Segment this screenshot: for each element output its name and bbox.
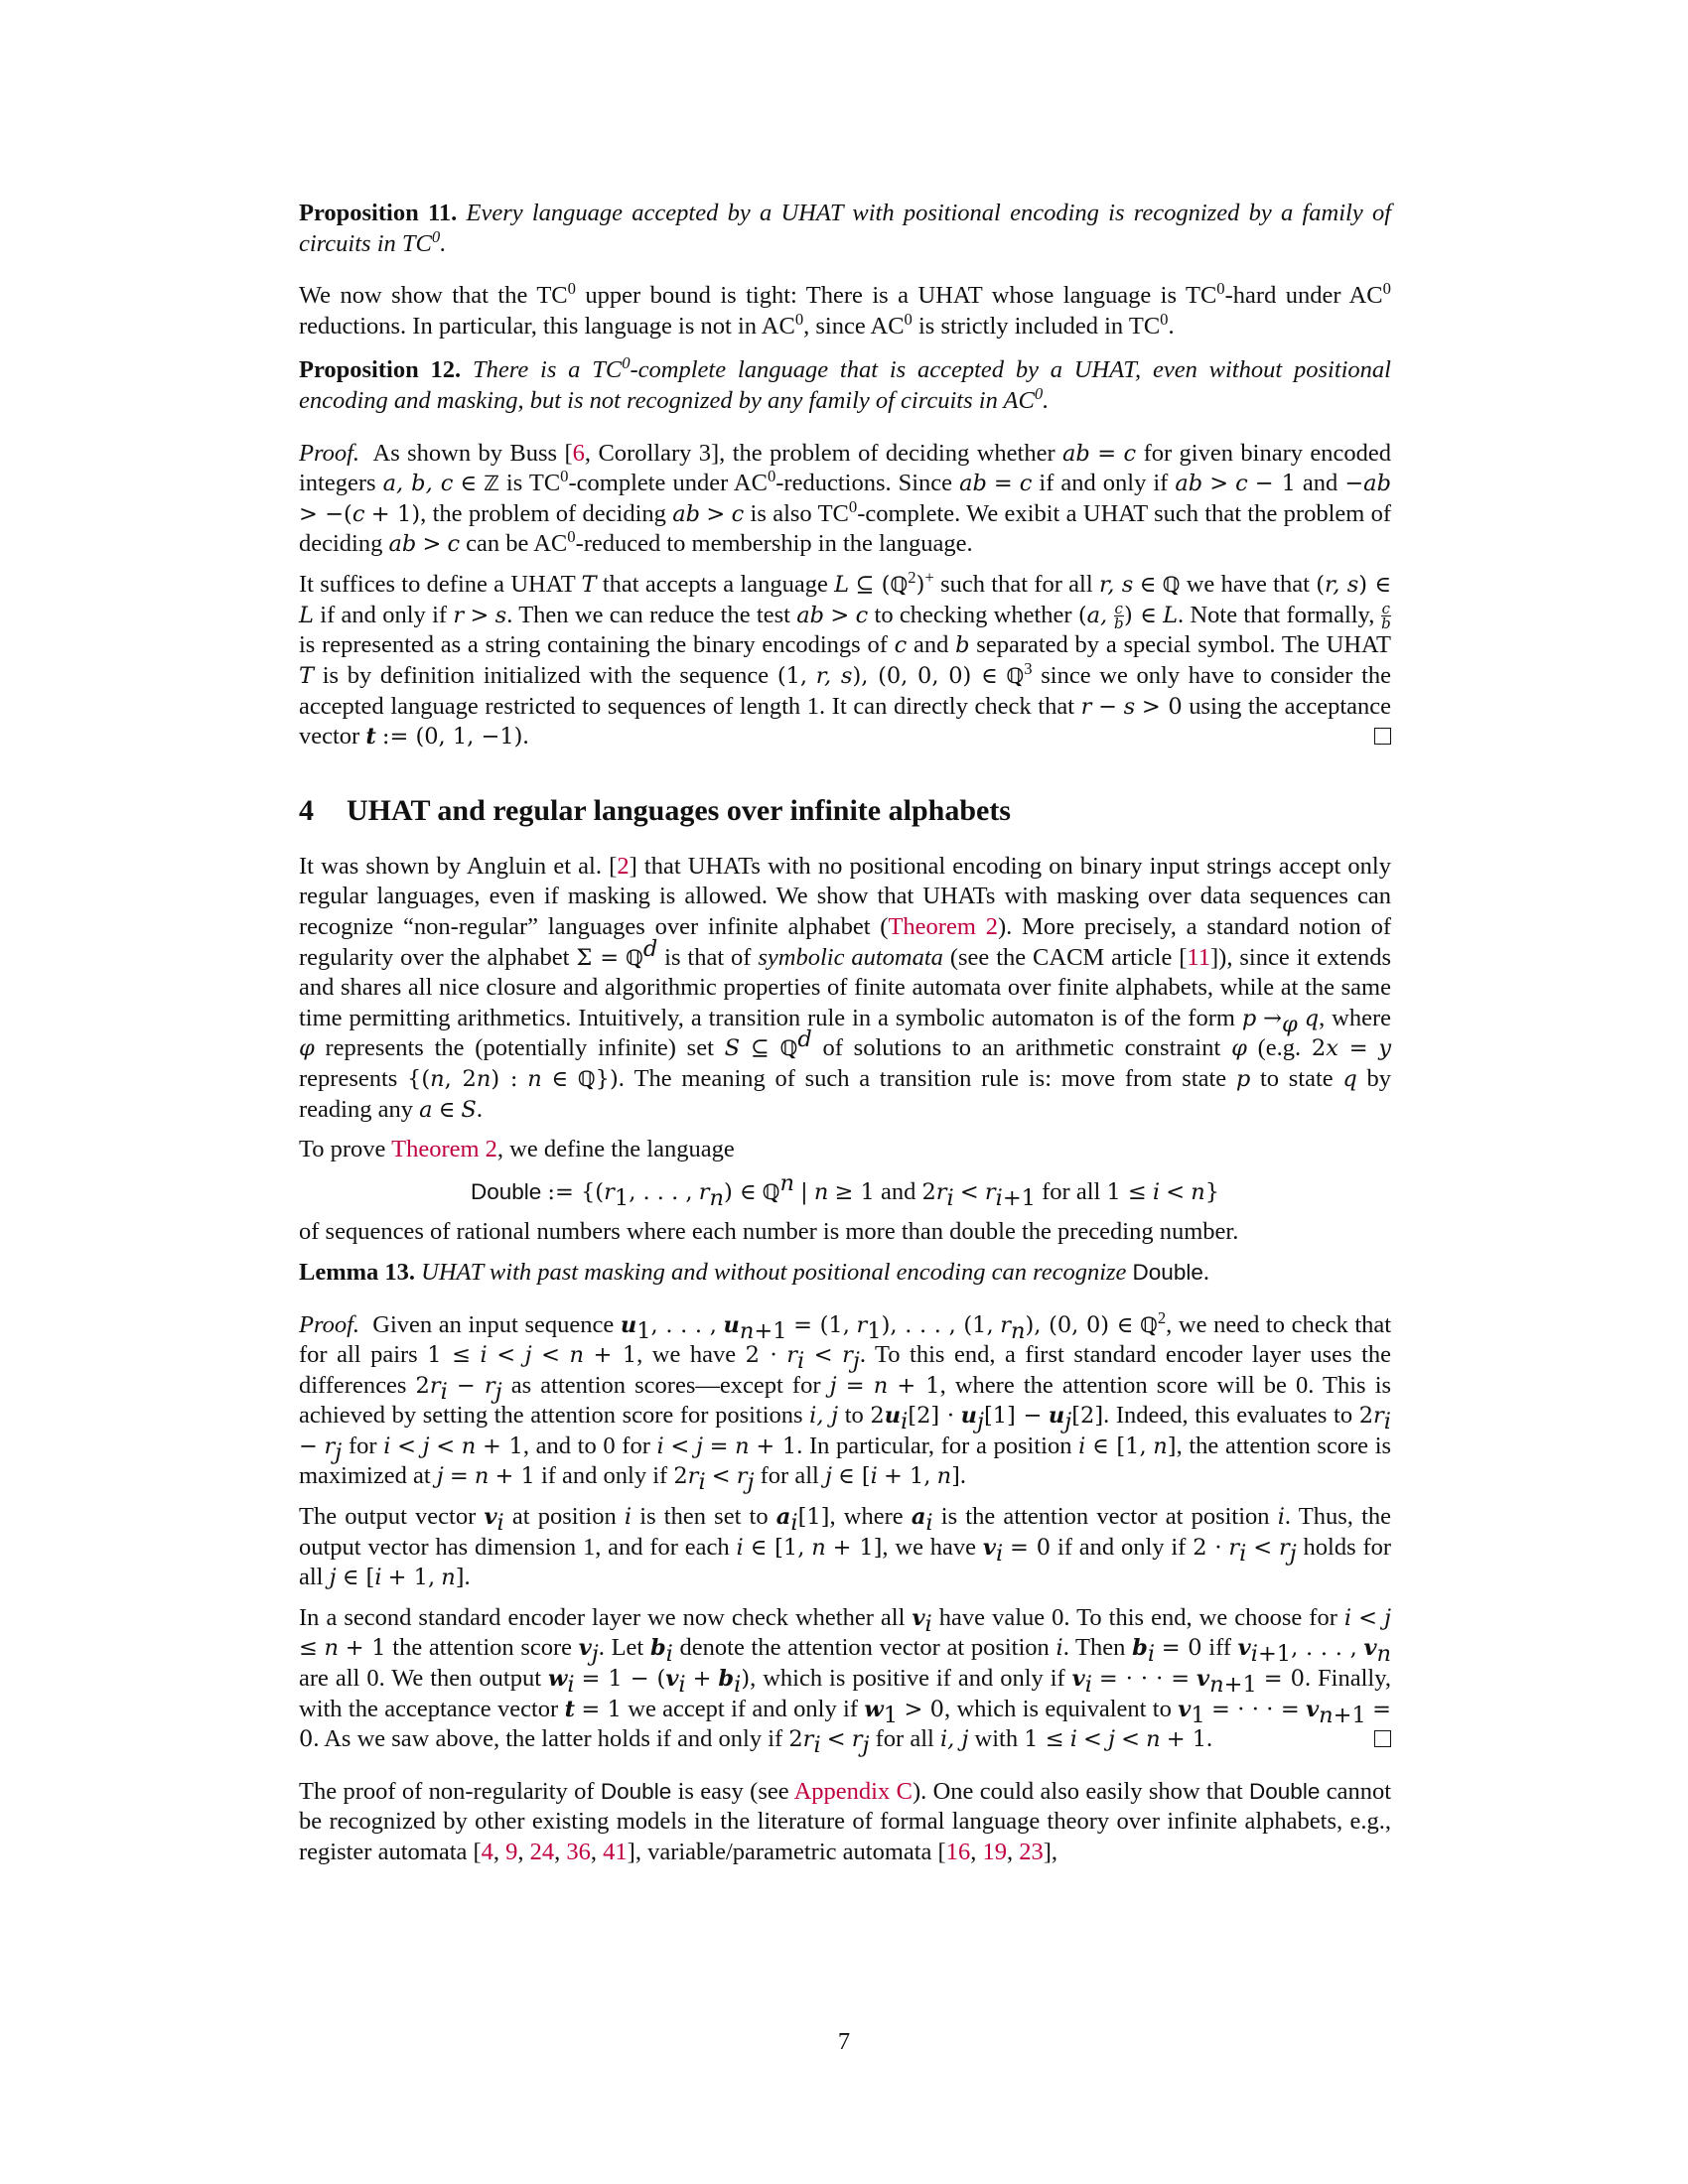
proof-1-paragraph-1: Proof. As shown by Buss [6, Corollary 3], the problem of deciding whether ab = c for given binary encoded integers a, b, c ∈ ℤ is $TC^0$-complete under $AC^0$-reductions. Since ab = c if and only if ab > c − 1 and −ab > −(c + 1), the problem of deciding ab > c is also $TC^0$-complete. We exibit a UHAT such that the problem of deciding ab > c can be $AC^0$-reduced to membership in the language. [299,439,1392,558]
section-4-heading [299,792,1391,830]
appendix-c-link[interactable]: Appendix C [793,1777,913,1805]
citation-link[interactable]: 23 [1019,1839,1044,1865]
proof-2-paragraph-1: Proof. Given an input sequence $u_1$, . . . , $u_{n+1} = (1$, $r_1$), . . . , (1, $r_n$), (0, 0) ∈ ℚ$^2$, we need to check that for all pairs 1 ≤ i < j < n + 1, we have $2 \cdot r_i < r_j$. To this end, a first standard encoder layer uses the differences $2r_i - r_j$ as attention scores—except for j = n + 1, where the attention score will be 0. This is achieved by setting the attention score for positions i, j to $2u_i[2] \cdot u_j[1] - u_j[2]$. Indeed, this evaluates to $2r_i - r_j$ for i < j < n + 1, and to 0 for i < j = n + 1. In particular, for a position i ∈ [1, n], the attention score is maximized at j = n + 1 if and only if $2r_i < r_j$ for all j ∈ [i + 1, n]. [299,1307,1392,1496]
citation-link[interactable]: 16 [945,1839,971,1865]
proposition-11-label: Proposition 11. [299,200,458,226]
proof-1-paragraph-2: It suffices to define a UHAT T that accepts a language L ⊆ (ℚ$^2$)+ such that for all r, s ∈ ℚ we have that (r, s) ∈ L if and only if r > s. Then we can reduce the test ab > c to checking whether (a, $\frac{c}{b}$ ) ∈ L. Note that formally, $\frac{c}{b}$ is represented as a string containing the binary encodings of c and b separated by a special symbol. The UHAT T is by definition initialized with the sequence (1, r, s), (0, 0, 0) ∈ ℚ$^3$ since we only have to consider the accepted language restricted to sequences of length 1. It can directly check that r − s > 0 using the acceptance vector t := (0, 1, −1). [299,570,1391,752]
proposition-12 [299,355,1391,416]
proof-2-label: Proof. [299,1310,360,1338]
section-4-paragraph-2 [299,1135,1391,1165]
lemma-13-statement: UHAT with past masking and without positional encoding can recognize [421,1258,1127,1286]
citation-link[interactable]: 41 [603,1839,628,1865]
qed-symbol [1374,1724,1391,1755]
citation-link[interactable]: 19 [982,1839,1007,1865]
theorem-2-link[interactable]: Theorem 2 [888,912,998,940]
citation-link[interactable]: 4 [481,1839,493,1865]
double-definition: Double := {($r_1$, . . . , $r_n$) ∈ ℚ$^n$ | n ≥ 1 and $2r_i < r_{i+1}$ for all 1 ≤ i < n} [470,1169,1220,1211]
double-name: Double [470,1178,542,1204]
citation-link[interactable]: 6 [572,439,585,467]
section-title: UHAT and regular languages over infinite alphabets [347,793,1011,827]
proof-2-paragraph-2: The output vector $v_i$ at position i is then set to $a_i[1]$, where $a_i$ is the attention vector at position i. Thus, the output vector has dimension 1, and for each i ∈ [1, n + 1], we have $v_i = 0$ if and only if $2 \cdot r_i < r_j$ holds for all j ∈ [i + 1, n]. [299,1503,1392,1591]
text-fragment: , we define the language [496,1136,735,1163]
qed-symbol [1374,722,1391,752]
page-number: 7 [837,2028,851,2055]
citation-link[interactable]: 9 [505,1839,518,1865]
citation-link[interactable]: 11 [1187,943,1210,971]
double-name: Double [1132,1259,1203,1285]
lemma-13-label: Lemma 13. [299,1258,416,1286]
proposition-12-label: Proposition 12. [299,356,462,384]
tc0-paragraph: We now show that the $TC^0$ upper bound is tight: There is a UHAT whose language is $TC^0$-hard under $AC^0$ reductions. In particular, this language is not in $AC^0$, since $AC^0$ is strictly included in $TC^0$. [299,279,1391,340]
closing-paragraph: The proof of non-regularity of Double is easy (see Appendix C). One could also easily show that Double cannot be recognized by other existing models in the literature of formal language theory over infinite alphabets, e.g., register automata [4, 9, 24, 36, 41], variable/parametric automata [16, 19, 23], [299,1777,1392,1865]
proof-1-label: Proof. [299,439,360,467]
lemma-13: Lemma 13. UHAT with past masking and without positional encoding can recognize Double. [299,1258,1209,1286]
theorem-2-link[interactable]: Theorem 2 [391,1136,497,1163]
page-body [299,199,1391,1868]
text-fragment: To prove [299,1136,392,1163]
citation-link[interactable]: 2 [617,852,630,880]
citation-link[interactable]: 24 [529,1839,555,1865]
section-4-paragraph-3: of sequences of rational numbers where each number is more than double the preceding number. [299,1218,1239,1246]
proposition-11 [299,199,1391,259]
section-4-paragraph-1: It was shown by Angluin et al. [2] that UHATs with no positional encoding on binary input strings accept only regular languages, even if masking is allowed. We show that UHATs with masking over data sequences can recognize “non-regular” languages over infinite alphabet (Theorem 2). More precisely, a standard notion of regularity over the alphabet Σ = ℚ$^d$ is that of symbolic automata (see the CACM article [11]), since it extends and shares all nice closure and algorithmic properties of finite automata over finite alphabets, while at the same time permitting arithmetics. Intuitively, a transition rule in a symbolic automaton is of the form $p \to_\varphi$ q, where φ represents the (potentially infinite) set S ⊆ ℚ$^d$ of solutions to an arithmetic constraint φ (e.g. 2x = y represents {(n, 2n) : n ∈ ℚ}). The meaning of such a transition rule is: move from state p to state q by reading any a ∈ S. [299,852,1392,1123]
section-number: 4 [299,793,314,827]
citation-link[interactable]: 36 [566,1839,591,1865]
proof-2-paragraph-3: In a second standard encoder layer we now check whether all $v_i$ have value 0. To this end, we choose for i < j ≤ n + 1 the attention score $v_j$. Let $b_i$ denote the attention vector at position i. Then $b_i = 0$ iff $v_{i+1}$, . . . , $v_n$ are all 0. We then output $w_i = 1 - (v_i + b_i)$, which is positive if and only if $v_i$ = · · · = $v_{n+1} = 0$. Finally, with the acceptance vector t = 1 we accept if and only if $w_1 > 0$, which is equivalent to $v_1$ = · · · = $v_{n+1} = 0$. As we saw above, the latter holds if and only if $2r_i < r_j$ for all i, j with 1 ≤ i < j < n + 1. [299,1603,1392,1759]
proposition-12-statement: There is a $TC^0$-complete language that is accepted by a UHAT, even without positional encoding and masking, but is not recognized by any family of circuits in $AC^0$. [299,353,1391,414]
proposition-11-statement: Every language accepted by a UHAT with positional encoding is recognized by a family of circuits in $TC^0$. [299,200,1392,257]
